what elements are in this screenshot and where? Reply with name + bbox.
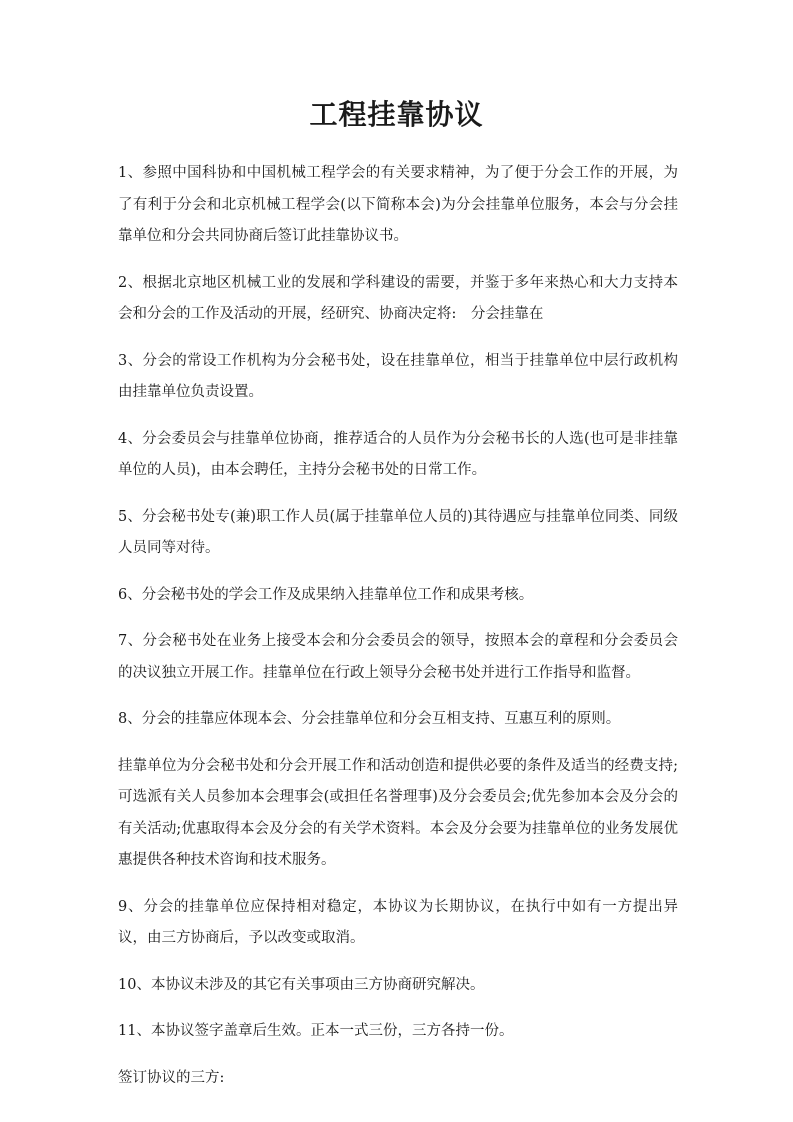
paragraph-2: 2、根据北京地区机械工业的发展和学科建设的需要，并鉴于多年来热心和大力支持本会和分会的工作及活动的开展，经研究、协商决定将: 分会挂靠在: [118, 274, 678, 322]
paragraph-5: 5、分会秘书处专(兼)职工作人员(属于挂靠单位人员的)其待遇应与挂靠单位同类、同级人员同等对待。: [118, 508, 678, 556]
paragraph-7: 7、分会秘书处在业务上接受本会和分会委员会的领导，按照本会的章程和分会委员会的决议独立开展工作。挂靠单位在行政上领导分会秘书处并进行工作指导和监督。: [118, 633, 678, 681]
paragraph-8: 8、分会的挂靠应体现本会、分会挂靠单位和分会互相支持、互惠互利的原则。: [118, 711, 621, 727]
paragraph-1: 1、参照中国科协和中国机械工程学会的有关要求精神，为了便于分会工作的开展，为了有利于分会和北京机械工程学会(以下简称本会)为分会挂靠单位服务，本会与分会挂靠单位和分会共同协商后签订此挂靠协议书。: [118, 165, 678, 244]
paragraph-3: 3、分会的常设工作机构为分会秘书处，设在挂靠单位，相当于挂靠单位中层行政机构由挂靠单位负责设置。: [118, 352, 678, 400]
paragraph-8-detail: 挂靠单位为分会秘书处和分会开展工作和活动创造和提供必要的条件及适当的经费支持;可选派有关人员参加本会理事会(或担任名誉理事)及分会委员会;优先参加本会及分会的有关活动;优惠取得本会及分会的有关学术资料。本会及分会要为挂靠单位的业务发展优惠提供各种技术咨询和技术服务。: [118, 757, 678, 868]
paragraph-9: 9、分会的挂靠单位应保持相对稳定，本协议为长期协议，在执行中如有一方提出异议，由三方协商后，予以改变或取消。: [118, 898, 678, 946]
document-title: 工程挂靠协议: [309, 98, 484, 131]
signing-parties-label: 签订协议的三方:: [118, 1069, 225, 1086]
paragraph-11: 11、本协议签字盖章后生效。正本一式三份，三方各持一份。: [118, 1023, 514, 1039]
document-body: [118, 158, 678, 1109]
paragraph-10: 10、本协议未涉及的其它有关事项由三方协商研究解决。: [118, 976, 485, 993]
paragraph-4: 4、分会委员会与挂靠单位协商，推荐适合的人员作为分会秘书长的人选(也可是非挂靠单位的人员)，由本会聘任，主持分会秘书处的日常工作。: [118, 430, 678, 478]
paragraph-6: 6、分会秘书处的学会工作及成果纳入挂靠单位工作和成果考核。: [118, 586, 534, 603]
